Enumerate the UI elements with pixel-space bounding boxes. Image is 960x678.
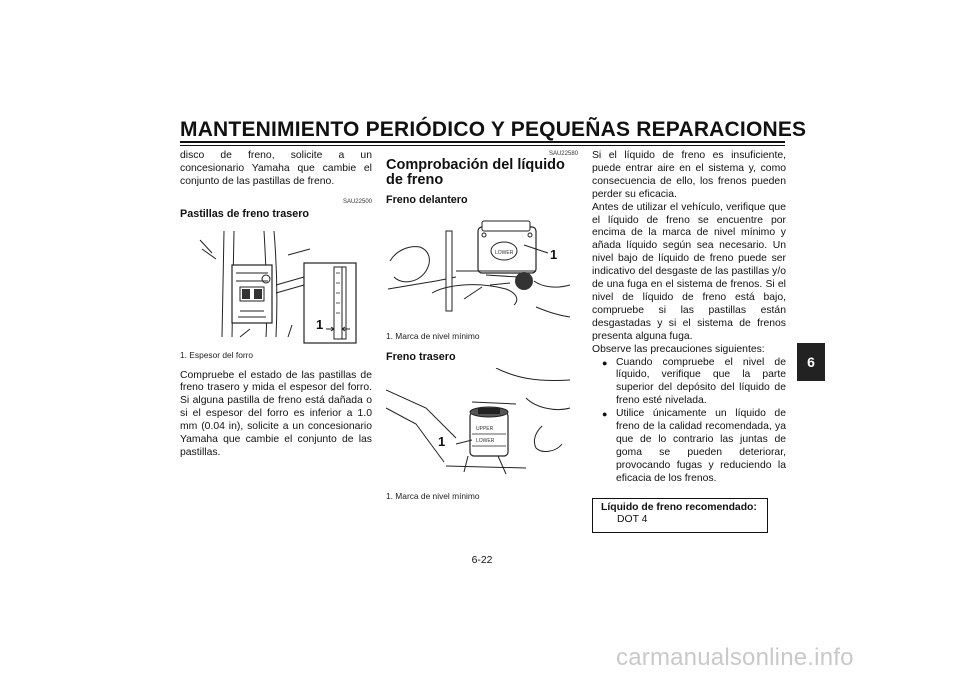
bullet-icon: ● <box>602 409 608 420</box>
paragraph: disco de freno, solicite a un concesionario Yamaha que cambie el conjunto de las pastillas de freno. <box>180 150 372 187</box>
figure-callout: 1 <box>316 316 324 332</box>
page-number: 6-22 <box>471 555 493 566</box>
rear-brake-reservoir-figure <box>386 368 572 486</box>
column-left <box>180 150 372 460</box>
reservoir-upper-label: UPPER <box>476 425 494 432</box>
spec-label: Líquido de freno recomendado: <box>601 501 757 513</box>
section-title: Comprobación del líquido de freno <box>386 157 565 188</box>
header-rule <box>180 141 785 143</box>
paragraph: Si el líquido de freno es insuficiente, puede entrar aire en el sistema y, como consecuencia de ello, los frenos pueden perder su eficacia. <box>592 150 786 200</box>
chapter-tab: 6 <box>797 343 825 381</box>
figure-caption: 1. Espesor del forro <box>180 349 254 360</box>
bullet-text: Cuando compruebe el nivel de líquido, verifique que la parte superior del depósito del líquido de freno esté nivelada. <box>616 356 786 407</box>
section-code: SAU22500 <box>342 198 372 205</box>
bullet-icon: ● <box>602 357 608 368</box>
reservoir-label: LOWER <box>495 249 514 256</box>
reservoir-lower-label: LOWER <box>476 437 495 444</box>
spec-value: DOT 4 <box>617 514 648 526</box>
figure-callout: 1 <box>438 433 446 449</box>
paragraph: Observe las precauciones siguientes: <box>592 343 765 355</box>
spec-box <box>592 498 768 534</box>
section-subhead: Freno delantero <box>386 194 468 206</box>
rear-brake-pad-figure <box>180 225 366 345</box>
bullet-text: Utilice únicamente un líquido de freno de la calidad recomendada, ya que de lo contrario las juntas de goma se pueden deteriorar, provocando fugas y reduciendo la eficacia de los frenos. <box>616 408 786 484</box>
figure-caption: 1. Marca de nivel mínimo <box>386 490 480 501</box>
section-subhead: Freno trasero <box>386 350 456 363</box>
figure-caption: 1. Marca de nivel mínimo <box>386 330 480 341</box>
figure-callout: 1 <box>550 246 558 262</box>
front-brake-reservoir-figure <box>386 211 572 326</box>
paragraph: Antes de utilizar el vehículo, verifique que el líquido de freno se encuentre por encima de la marca de nivel mínimo y añada líquido según sea necesario. Un nivel bajo de líquido de freno puede ser indicativo del desgaste de las pastillas y/o de una fuga en el sistema de frenos. Si el nivel de líquido de freno está bajo, compruebe si las pastillas están desgastadas y si el sistema de frenos presenta alguna fuga. <box>592 201 786 342</box>
page-header-title: MANTENIMIENTO PERIÓDICO Y PEQUEÑAS REPARACIONES <box>180 118 807 141</box>
section-subhead: Pastillas de freno trasero <box>180 207 310 220</box>
bullet-item <box>592 408 786 485</box>
watermark: carmanualsonline.info <box>616 644 854 671</box>
column-right <box>592 150 786 533</box>
paragraph: Compruebe el estado de las pastillas de freno trasero y mida el espesor del forro. Si alguna pastilla de freno está dañada o si el espesor del forro es inferior a 1.0 mm (0.04 in), solicite a un concesionario Yamaha que cambie el conjunto de las pastillas. <box>180 369 372 458</box>
header-rule-thin <box>180 145 785 146</box>
section-code: SAU22580 <box>548 151 578 157</box>
bullet-item <box>592 357 786 409</box>
column-middle <box>386 150 578 511</box>
